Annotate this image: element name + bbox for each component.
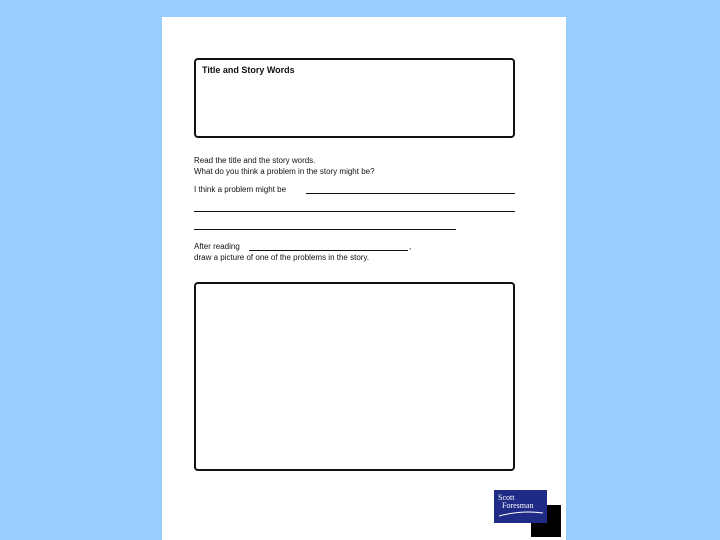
title-and-story-words-box (194, 58, 515, 138)
after-reading-comma: , (409, 242, 412, 251)
draw-instruction: draw a picture of one of the problems in the story. (194, 253, 370, 262)
drawing-box (194, 282, 515, 471)
logo-line-2: Foresman (502, 501, 534, 510)
instructions-line-1: Read the title and the story words. (194, 156, 316, 165)
story-title-line (249, 250, 408, 251)
prediction-prompt: I think a problem might be (194, 185, 287, 194)
after-reading-label: After reading (194, 242, 240, 251)
title-box-label: Title and Story Words (202, 65, 295, 75)
logo-line-1: Scott (498, 493, 515, 502)
swoosh-icon (498, 510, 544, 518)
scott-foresman-logo (494, 490, 547, 523)
answer-line-2 (194, 211, 515, 212)
answer-line-1 (306, 193, 515, 194)
instructions-line-2: What do you think a problem in the story might be? (194, 167, 375, 176)
worksheet-page (162, 17, 566, 540)
answer-line-3 (194, 229, 456, 230)
